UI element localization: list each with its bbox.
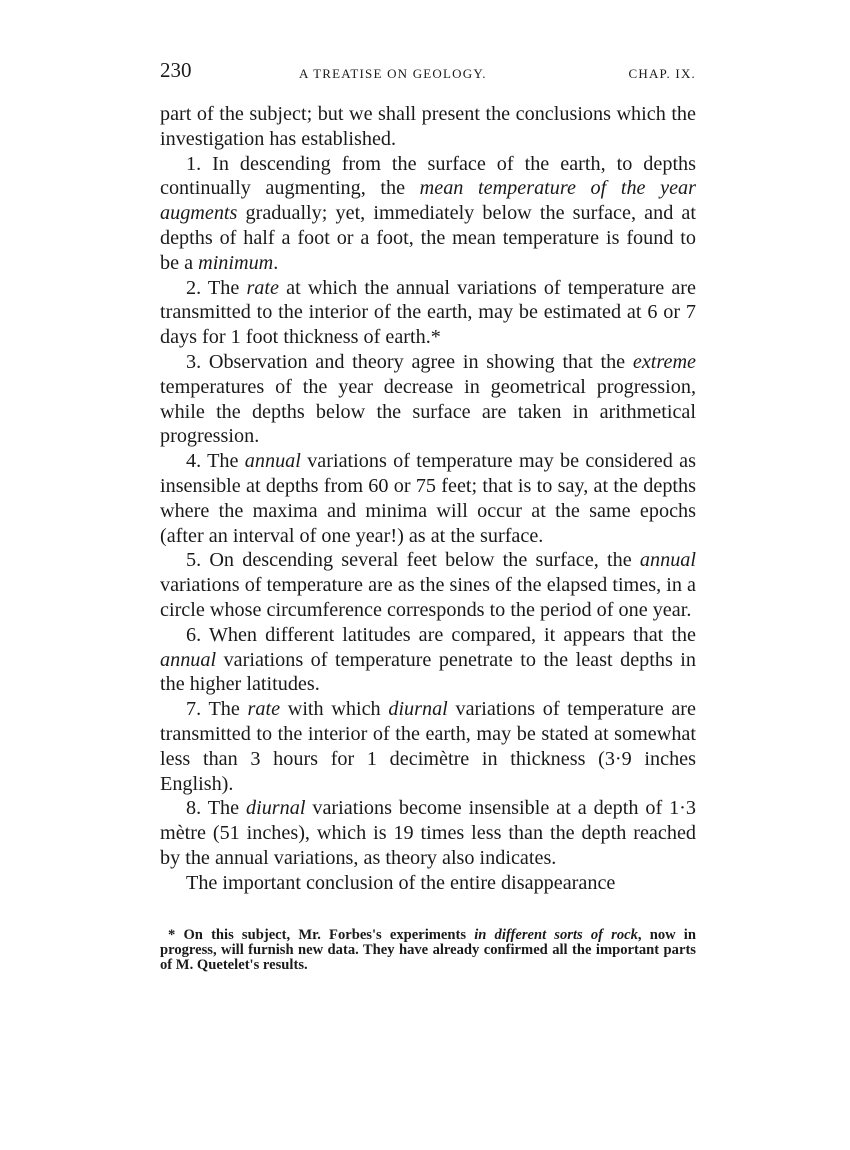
conclusion-item-3: 3. Observation and theory agree in showing that the extreme temperatures of the year decrease in geometrical progression, while the depths below the surface are taken in arithmetical progression. (160, 350, 696, 448)
conclusion-item-2: 2. The rate at which the annual variations of temperature are transmitted to the interior of the earth, may be estimated at 6 or 7 days for 1 foot thickness of earth.* (160, 276, 696, 349)
conclusion-item-4: 4. The annual variations of temperature may be considered as insensible at depths from 60 or 75 feet; that is to say, at the depths where the maxima and minima will occur at the same epochs (after an interval of one year!) as at the surface. (160, 450, 696, 547)
conclusion-item-1: 1. In descending from the surface of the earth, to depths continually augmenting, the mean temperature of the year augments gradually; yet, immediately below the surface, and at depths of half a foot or a foot, the mean temperature is found to be a minimum. (160, 152, 696, 274)
chapter-label: CHAP. IX. (628, 66, 696, 81)
page-number: 230 (160, 58, 192, 82)
conclusion-item-7: 7. The rate with which diurnal variations of temperature are transmitted to the interior of the earth, may be stated at somewhat less than 3 hours for 1 decimètre in thickness (3·9 inches English). (160, 698, 696, 795)
closing-paragraph: The important conclusion of the entire disappearance (186, 871, 616, 894)
page-body (160, 102, 696, 896)
intro-paragraph: part of the subject; but we shall present the conclusions which the investigation has established. (160, 103, 696, 150)
conclusion-item-8: 8. The diurnal variations become insensible at a depth of 1·3 mètre (51 inches), which is 19 times less than the depth reached by the annual variations, as theory also indicates. (160, 797, 696, 869)
footnote-section (160, 928, 696, 974)
running-head (160, 58, 696, 92)
book-page (160, 58, 696, 973)
conclusion-item-5: 5. On descending several feet below the surface, the annual variations of temperature are as the sines of the elapsed times, in a circle whose circumference corresponds to the period of one year. (160, 549, 696, 621)
footnote: * On this subject, Mr. Forbes's experiments in different sorts of rock, now in progress, will furnish new data. They have already confirmed all the important parts of M. Quetelet's results. (160, 926, 696, 973)
conclusion-item-6: 6. When different latitudes are compared, it appears that the annual variations of temperature penetrate to the least depths in the higher latitudes. (160, 623, 696, 696)
running-title: A TREATISE ON GEOLOGY. (299, 66, 487, 81)
